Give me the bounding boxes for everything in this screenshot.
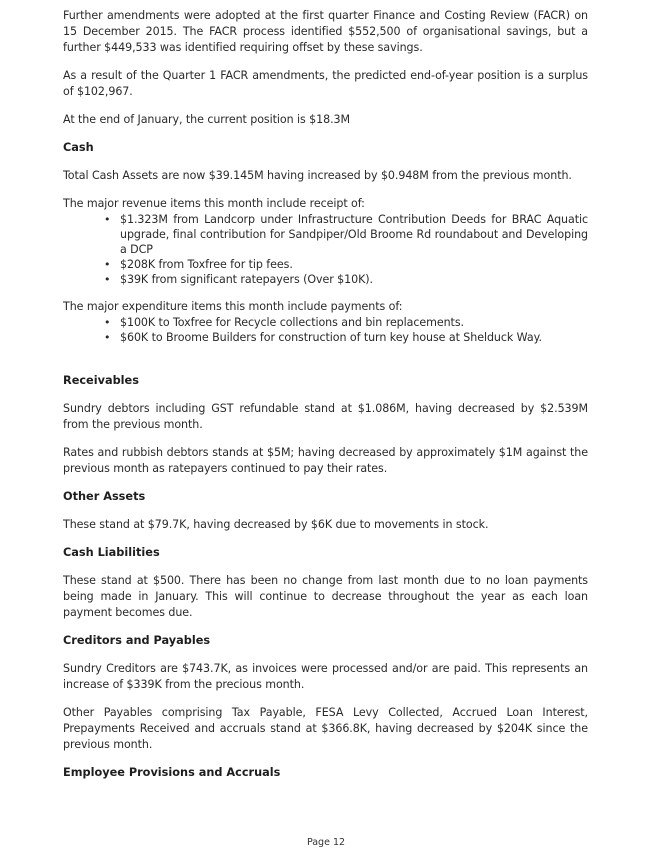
cash-liabilities-paragraph: These stand at $500. There has been no change from last month due to no loan payments being made in January. This will continue to decrease throughout the year as each loan payment becomes due. — [63, 574, 588, 619]
sundry-debtors-paragraph: Sundry debtors including GST refundable stand at $1.086M, having decreased by $2.539M from the previous month. — [63, 402, 588, 431]
employee-provisions-heading: Employee Provisions and Accruals — [63, 766, 281, 779]
list-item: • $100K to Toxfree for Recycle collections and bin replacements. — [104, 316, 464, 329]
list-item: • $208K from Toxfree for tip fees. — [104, 258, 293, 271]
list-item: • $1.323M from Landcorp under Infrastructure Contribution Deeds for BRAC Aquatic upgrade, final contribution for Sandpiper/Old Broome Rd roundabout and Developing a DCP — [104, 213, 588, 256]
receivables-heading: Receivables — [63, 374, 139, 387]
revenue-intro: The major revenue items this month include receipt of: — [63, 197, 365, 210]
expenditure-list — [63, 315, 588, 345]
list-item: • $39K from significant ratepayers (Over $10K). — [104, 273, 374, 286]
other-assets-heading: Other Assets — [63, 490, 146, 503]
rates-debtors-paragraph: Rates and rubbish debtors stands at $5M; having decreased by approximately $1M against the previous month as ratepayers continued to pay their rates. — [63, 446, 588, 475]
other-assets-paragraph: These stand at $79.7K, having decreased by $6K due to movements in stock. — [63, 518, 489, 531]
facr-review-paragraph: Further amendments were adopted at the first quarter Finance and Costing Review (FACR) on 15 December 2015. The FACR process identified $552,500 of organisational savings, but a further $449,533 was identified requiring offset by these savings. — [63, 9, 588, 54]
document-page — [63, 8, 588, 781]
creditors-heading: Creditors and Payables — [63, 634, 211, 647]
cash-total-paragraph: Total Cash Assets are now $39.145M having increased by $0.948M from the previous month. — [63, 169, 572, 182]
cash-liabilities-heading: Cash Liabilities — [63, 546, 160, 559]
sundry-creditors-paragraph: Sundry Creditors are $743.7K, as invoices were processed and/or are paid. This represents an increase of $339K from the precious month. — [63, 662, 588, 691]
page-number: Page 12 — [306, 837, 346, 848]
expenditure-intro: The major expenditure items this month include payments of: — [63, 300, 403, 313]
surplus-paragraph: As a result of the Quarter 1 FACR amendments, the predicted end-of-year position is a surplus of $102,967. — [63, 69, 588, 98]
cash-heading: Cash — [63, 141, 94, 154]
list-item: • $60K to Broome Builders for construction of turn key house at Shelduck Way. — [104, 331, 542, 344]
revenue-list — [63, 212, 588, 287]
other-payables-paragraph: Other Payables comprising Tax Payable, FESA Levy Collected, Accrued Loan Interest, Prepayments Received and accruals stand at $366.8K, having decreased by $204K since the previous month. — [63, 706, 588, 751]
current-position-paragraph: At the end of January, the current position is $18.3M — [63, 113, 350, 126]
